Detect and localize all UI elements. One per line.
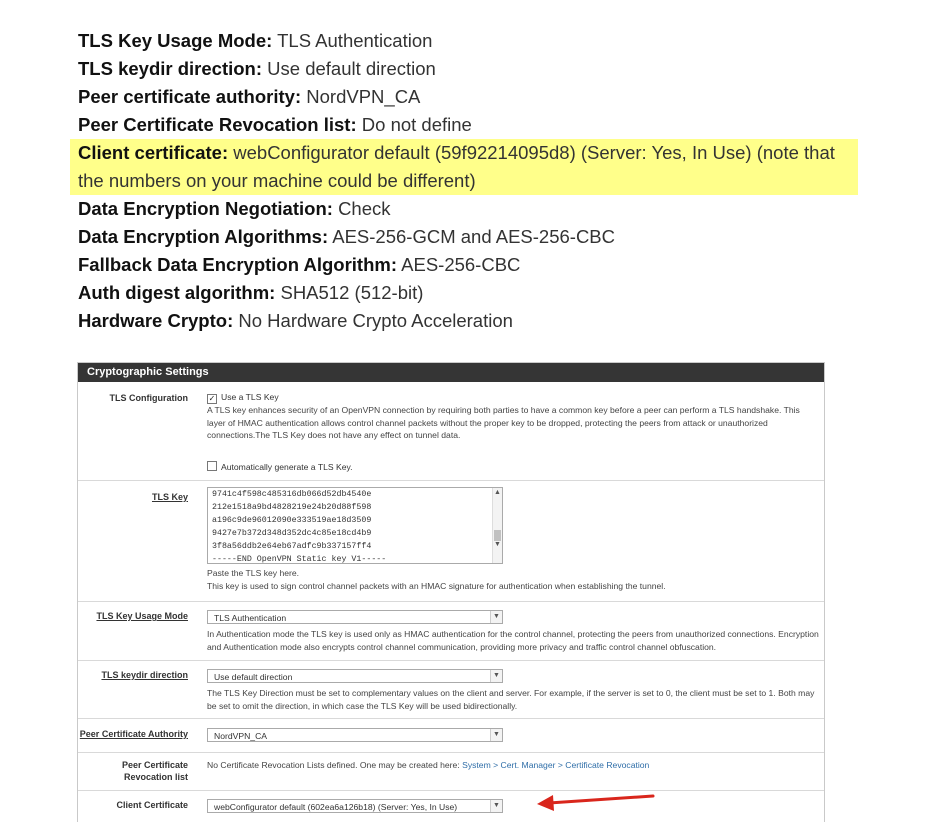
row-peer-certificate-authority: [78, 718, 824, 753]
peer-crl-label-line1: Peer Certificate: [121, 760, 188, 770]
client-certificate-label: Client Certificate: [116, 800, 188, 810]
chevron-down-icon[interactable]: ▼: [490, 729, 502, 741]
note-tls-key-usage-mode: TLS Key Usage Mode: TLS Authentication: [78, 30, 433, 51]
row-peer-certificate-revocation: [78, 752, 824, 791]
checkbox-empty-icon[interactable]: [207, 461, 217, 471]
chevron-down-icon[interactable]: ▼: [490, 611, 502, 623]
note-peer-crl: Peer Certificate Revocation list: Do not define: [78, 114, 472, 135]
row-tls-keydir-direction: [78, 660, 824, 719]
tls-key-help-sign: This key is used to sign control channel packets with an HMAC signature for authentication when establishing the tunnel.: [207, 580, 666, 591]
auto-generate-checkbox[interactable]: Automatically generate a TLS Key.: [207, 461, 819, 474]
note-fallback-algorithm: Fallback Data Encryption Algorithm: AES-256-CBC: [78, 254, 521, 275]
tls-configuration-label: TLS Configuration: [109, 393, 188, 403]
row-tls-configuration: [78, 382, 824, 478]
tls-configuration-help: A TLS key enhances security of an OpenVPN connection by requiring both parties to have a common key before a peer can perform a TLS handshake. This layer of HMAC authentication allows control channel packets without the proper key to be dropped, protecting the peers from attack or unauthorized connections.The TLS Key does not have any effect on tunnel data.: [207, 405, 800, 440]
peer-crl-text: No Certificate Revocation Lists defined. One may be created here:: [207, 760, 460, 770]
client-certificate-select[interactable]: webConfigurator default (602ea6a126b18) (Server: Yes, In Use) ▼: [207, 799, 503, 813]
tls-keydir-direction-label[interactable]: TLS keydir direction: [101, 670, 188, 680]
tls-key-usage-mode-select[interactable]: TLS Authentication ▼: [207, 610, 503, 624]
note-tls-keydir-direction: TLS keydir direction: Use default direction: [78, 58, 436, 79]
chevron-down-icon[interactable]: ▼: [490, 670, 502, 682]
scroll-up-icon[interactable]: ▲: [494, 489, 501, 496]
note-client-certificate: Client certificate: webConfigurator default (59f92214095d8) (Server: Yes, In Use) (note that the numbers on your machine could be different): [70, 139, 858, 195]
tls-keydir-direction-select[interactable]: Use default direction ▼: [207, 669, 503, 683]
tls-key-help-paste: Paste the TLS key here.: [207, 568, 300, 578]
notes-list: [70, 27, 870, 335]
use-tls-key-checkbox[interactable]: ✓ Use a TLS Key: [208, 392, 279, 403]
note-data-encryption-algorithms: Data Encryption Algorithms: AES-256-GCM and AES-256-CBC: [78, 226, 616, 247]
tls-key-usage-mode-help: In Authentication mode the TLS key is used only as HMAC authentication for the control channel, protecting the peers from unauthorized connections. Encryption and Authentication mode also encrypts control channel communication, providing more privacy and traffic control channel obfuscation.: [207, 629, 819, 652]
peer-certificate-authority-select[interactable]: NordVPN_CA ▼: [207, 728, 503, 742]
row-tls-key: [78, 480, 824, 600]
chevron-down-icon[interactable]: ▼: [490, 800, 502, 812]
note-auth-digest: Auth digest algorithm: SHA512 (512-bit): [78, 282, 424, 303]
note-data-encryption-negotiation: Data Encryption Negotiation: Check: [78, 198, 391, 219]
scroll-thumb[interactable]: [494, 530, 501, 541]
row-tls-key-usage-mode: [78, 601, 824, 659]
row-client-certificate: [78, 790, 824, 822]
tls-key-scrollbar[interactable]: [492, 488, 502, 563]
note-peer-ca: Peer certificate authority: NordVPN_CA: [78, 86, 421, 107]
tls-key-usage-mode-label[interactable]: TLS Key Usage Mode: [96, 611, 188, 621]
peer-crl-label-line2: Revocation list: [123, 772, 188, 782]
checkbox-checked-icon[interactable]: ✓: [208, 394, 216, 403]
certificate-revocation-link[interactable]: System > Cert. Manager > Certificate Revocation: [462, 760, 650, 770]
scroll-down-icon[interactable]: ▼: [494, 541, 501, 548]
panel-title: Cryptographic Settings: [78, 363, 824, 382]
note-hardware-crypto: Hardware Crypto: No Hardware Crypto Acceleration: [78, 310, 513, 331]
tls-key-label[interactable]: TLS Key: [151, 492, 188, 502]
cryptographic-settings-panel: [77, 362, 825, 822]
red-arrow-annotation: [535, 786, 660, 814]
peer-certificate-authority-label[interactable]: Peer Certificate Authority: [79, 729, 188, 739]
tls-key-textarea[interactable]: 9741c4f598c485316db066d52db4540e 212e1518a9bd4828219e24b20d88f598 a196c9de96012090e333519ae18d3509 9427e7b372d348d352dc4c85e18cd4b9 3f8a56ddb2e64eb67adfc9b337157ff4 -----END OpenVPN Static key V1----- ▲ ▼: [207, 487, 503, 564]
tls-keydir-direction-help: The TLS Key Direction must be set to complementary values on the client and server. For example, if the server is set to 0, the client must be set to 1. Both may be set to omit the direction, in which case the TLS Key will be used bidirectionally.: [207, 688, 815, 711]
